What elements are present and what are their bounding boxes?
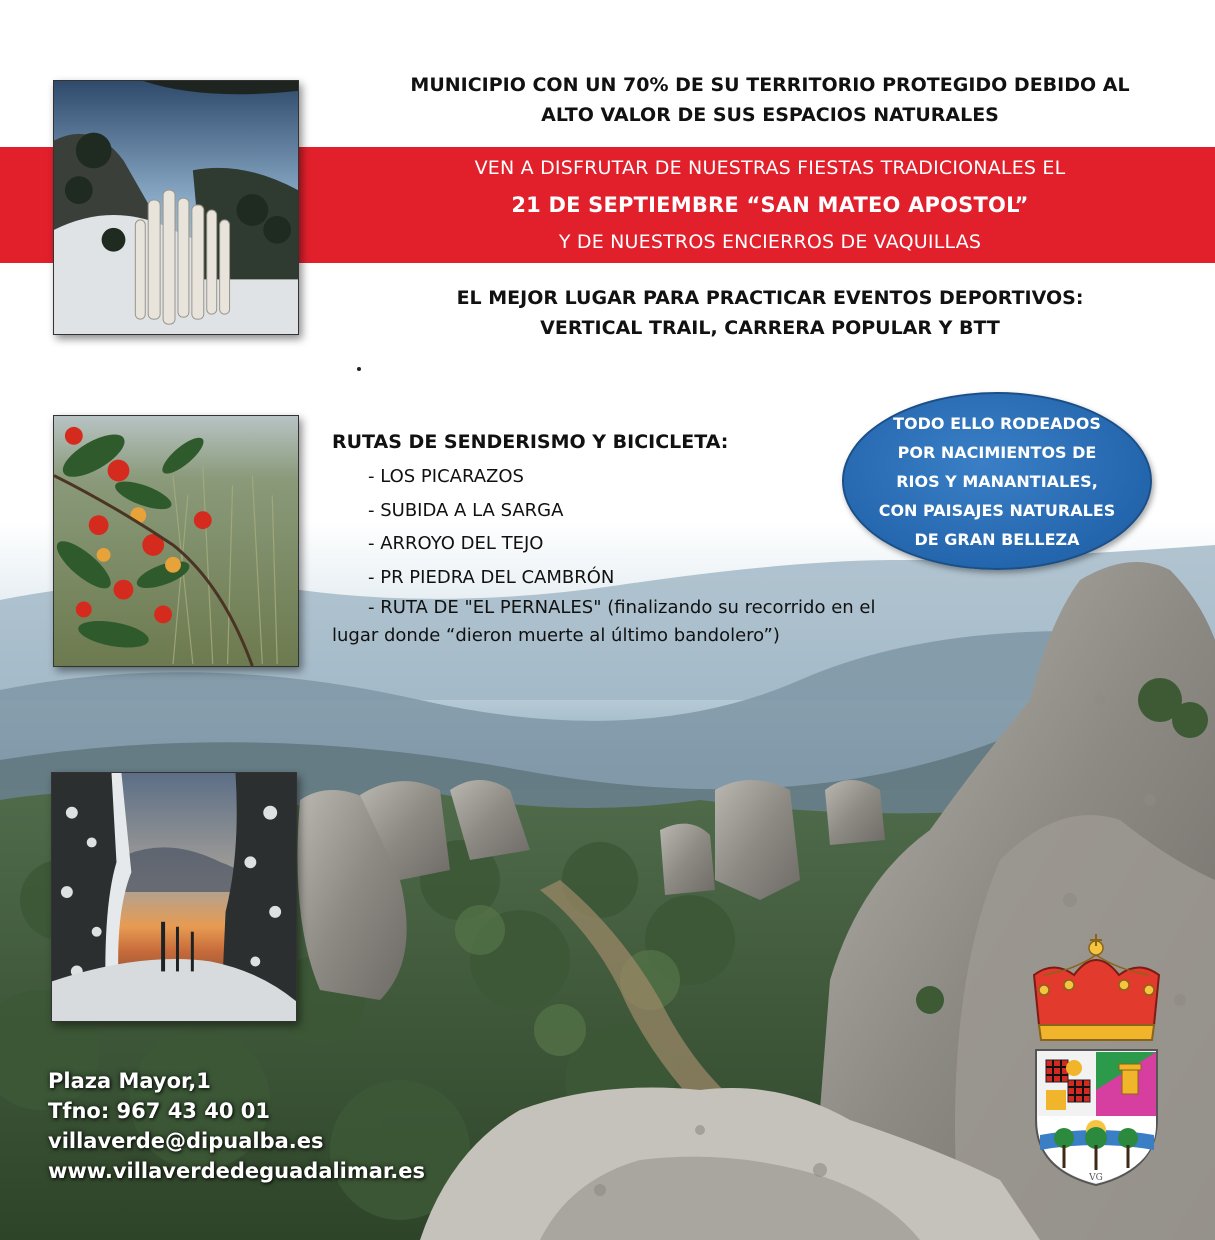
routes-section — [332, 428, 932, 650]
protected-line-2: ALTO VALOR DE SUS ESPACIOS NATURALES — [541, 104, 999, 126]
sports-line-1: EL MEJOR LUGAR PARA PRACTICAR EVENTOS DEPORTIVOS: — [456, 287, 1084, 309]
route-item: - LOS PICARAZOS — [368, 466, 524, 487]
oval-text — [867, 409, 1127, 554]
nature-highlight-oval — [842, 392, 1152, 570]
festival-line-3: Y DE NUESTROS ENCIERROS DE VAQUILLAS — [558, 231, 982, 253]
route-item-pernales — [332, 594, 932, 650]
oval-line: CON PAISAJES NATURALES — [878, 500, 1116, 520]
sports-line-2: VERTICAL TRAIL, CARRERA POPULAR Y BTT — [540, 317, 1000, 339]
crest-monogram: VG — [1089, 1173, 1103, 1183]
snowy-forest-sunset-photo — [51, 772, 297, 1022]
phone-number: Tfno: 967 43 40 01 — [48, 1099, 270, 1123]
contact-info — [48, 1066, 425, 1186]
coat-of-arms-icon — [1024, 930, 1169, 1190]
oval-line: RIOS Y MANANTIALES, — [896, 471, 1098, 491]
oval-line: POR NACIMIENTOS DE — [897, 442, 1097, 462]
routes-title: RUTAS DE SENDERISMO Y BICICLETA: — [332, 431, 729, 453]
sports-events-heading — [330, 283, 1210, 343]
protected-territory-heading — [330, 70, 1210, 130]
route-item: - PR PIEDRA DEL CAMBRÓN — [368, 566, 615, 588]
website-url: www.villaverdedeguadalimar.es — [48, 1159, 426, 1183]
festival-announcement — [330, 150, 1210, 261]
festival-line-1: VEN A DISFRUTAR DE NUESTRAS FIESTAS TRADICIONALES EL — [474, 157, 1066, 179]
festival-date-line: 21 DE SEPTIEMBRE “SAN MATEO APOSTOL” — [511, 193, 1029, 217]
route-pernales-line-2: lugar donde “dieron muerte al último bandolero”) — [332, 625, 780, 646]
oval-line: DE GRAN BELLEZA — [914, 529, 1080, 549]
address: Plaza Mayor,1 — [48, 1069, 211, 1093]
stray-dot — [357, 367, 361, 371]
route-item: - ARROYO DEL TEJO — [368, 533, 544, 554]
snowy-mountain-photo — [53, 80, 299, 335]
protected-line-1: MUNICIPIO CON UN 70% DE SU TERRITORIO PROTEGIDO DEBIDO AL — [410, 74, 1130, 96]
route-item: - SUBIDA A LA SARGA — [368, 499, 564, 521]
strawberry-tree-photo — [53, 415, 299, 667]
email-address: villaverde@dipualba.es — [48, 1129, 324, 1153]
route-pernales-line-1: - RUTA DE "EL PERNALES" (finalizando su recorrido en el — [368, 597, 876, 618]
oval-line: TODO ELLO RODEADOS — [893, 413, 1101, 433]
